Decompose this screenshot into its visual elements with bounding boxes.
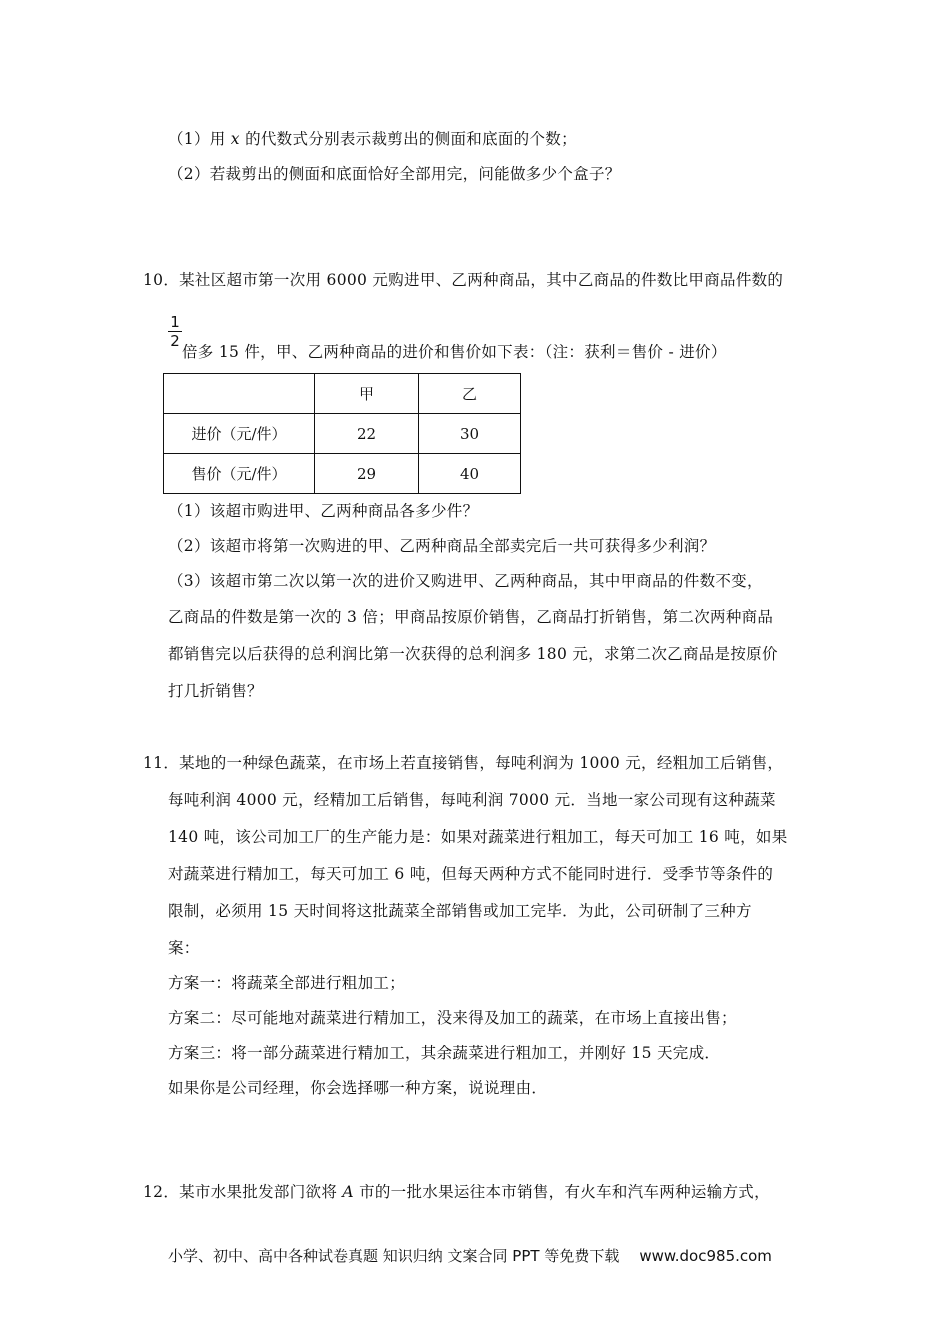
table-header-row	[164, 374, 521, 414]
q10-frac-num: 1	[170, 313, 180, 331]
q11-line4: 对蔬菜进行精加工，每天可加工 6 吨，但每天两种方式不能同时进行．受季节等条件的	[168, 865, 774, 883]
q11-line3: 140 吨，该公司加工厂的生产能力是：如果对蔬菜进行粗加工，每天可加工 16 吨，如果	[168, 828, 788, 846]
q10-intro: 10．某社区超市第一次用 6000 元购进甲、乙两种商品，其中乙商品的件数比甲商品件数的	[143, 271, 784, 289]
q10-fraction	[168, 314, 182, 349]
table-header-cell	[164, 374, 315, 414]
q10-frac-den: 2	[170, 332, 180, 350]
page-footer	[168, 1245, 772, 1266]
table-row	[164, 454, 521, 494]
table-cell: 进价（元/件）	[164, 414, 315, 454]
table-cell: 40	[419, 454, 521, 494]
q11-ask: 如果你是公司经理，你会选择哪一种方案，说说理由．	[168, 1079, 548, 1097]
q9-sub2: （2）若裁剪出的侧面和底面恰好全部用完，问能做多少个盒子？	[168, 165, 621, 183]
table-cell: 22	[315, 414, 419, 454]
table-cell: 30	[419, 414, 521, 454]
table-cell: 29	[315, 454, 419, 494]
q9-sub1-post: 的代数式分别表示裁剪出的侧面和底面的个数；	[239, 130, 577, 148]
q11-plan2: 方案二：尽可能地对蔬菜进行精加工，没来得及加工的蔬菜，在市场上直接出售；	[168, 1009, 737, 1027]
q12-post: 市的一批水果运往本市销售，有火车和汽车两种运输方式，	[353, 1183, 770, 1201]
footer-text: 小学、初中、高中各种试卷真题 知识归纳 文案合同 PPT 等免费下载	[168, 1247, 620, 1265]
q12-line1	[143, 1180, 770, 1202]
table-row	[164, 414, 521, 454]
q11-line6: 案：	[168, 939, 200, 957]
q11-plan3: 方案三：将一部分蔬菜进行精加工，其余蔬菜进行粗加工，并刚好 15 天完成．	[168, 1044, 721, 1062]
q11-line2: 每吨利润 4000 元，经精加工后销售，每吨利润 7000 元．当地一家公司现有这种蔬菜	[168, 791, 776, 809]
q9-sub1	[168, 127, 577, 149]
q10-sub2: （2）该超市将第一次购进的甲、乙两种商品全部卖完后一共可获得多少利润？	[168, 537, 716, 555]
table-header-cell: 甲	[315, 374, 419, 414]
q10-intro2: 倍多 15 件，甲、乙两种商品的进价和售价如下表：（注：获利＝售价 - 进价）	[182, 343, 727, 361]
table-cell: 售价（元/件）	[164, 454, 315, 494]
q10-sub3-line1: （3）该超市第二次以第一次的进价又购进甲、乙两种商品，其中甲商品的件数不变，	[168, 572, 763, 590]
q9-sub1-var: x	[230, 130, 240, 148]
q12-pre: 12．某市水果批发部门欲将	[143, 1183, 343, 1201]
q10-sub3-line2: 乙商品的件数是第一次的 3 倍；甲商品按原价销售，乙商品打折销售，第二次两种商品	[168, 608, 774, 626]
footer-site: www.doc985.com	[639, 1247, 772, 1265]
q11-plan1: 方案一：将蔬菜全部进行粗加工；	[168, 974, 406, 992]
q9-sub1-pre: （1）用	[168, 130, 231, 148]
q10-sub3-line4: 打几折销售？	[168, 682, 263, 700]
q10-sub3-line3: 都销售完以后获得的总利润比第一次获得的总利润多 180 元，求第二次乙商品是按原价	[168, 645, 778, 663]
q11-line1: 11．某地的一种绿色蔬菜，在市场上若直接销售，每吨利润为 1000 元，经粗加工后销售，	[143, 754, 784, 772]
q12-var: A	[342, 1183, 354, 1201]
q10-sub1: （1）该超市购进甲、乙两种商品各多少件？	[168, 502, 479, 520]
q11-line5: 限制，必须用 15 天时间将这批蔬菜全部销售或加工完毕．为此，公司研制了三种方	[168, 902, 752, 920]
table-header-cell: 乙	[419, 374, 521, 414]
price-table	[163, 373, 521, 494]
